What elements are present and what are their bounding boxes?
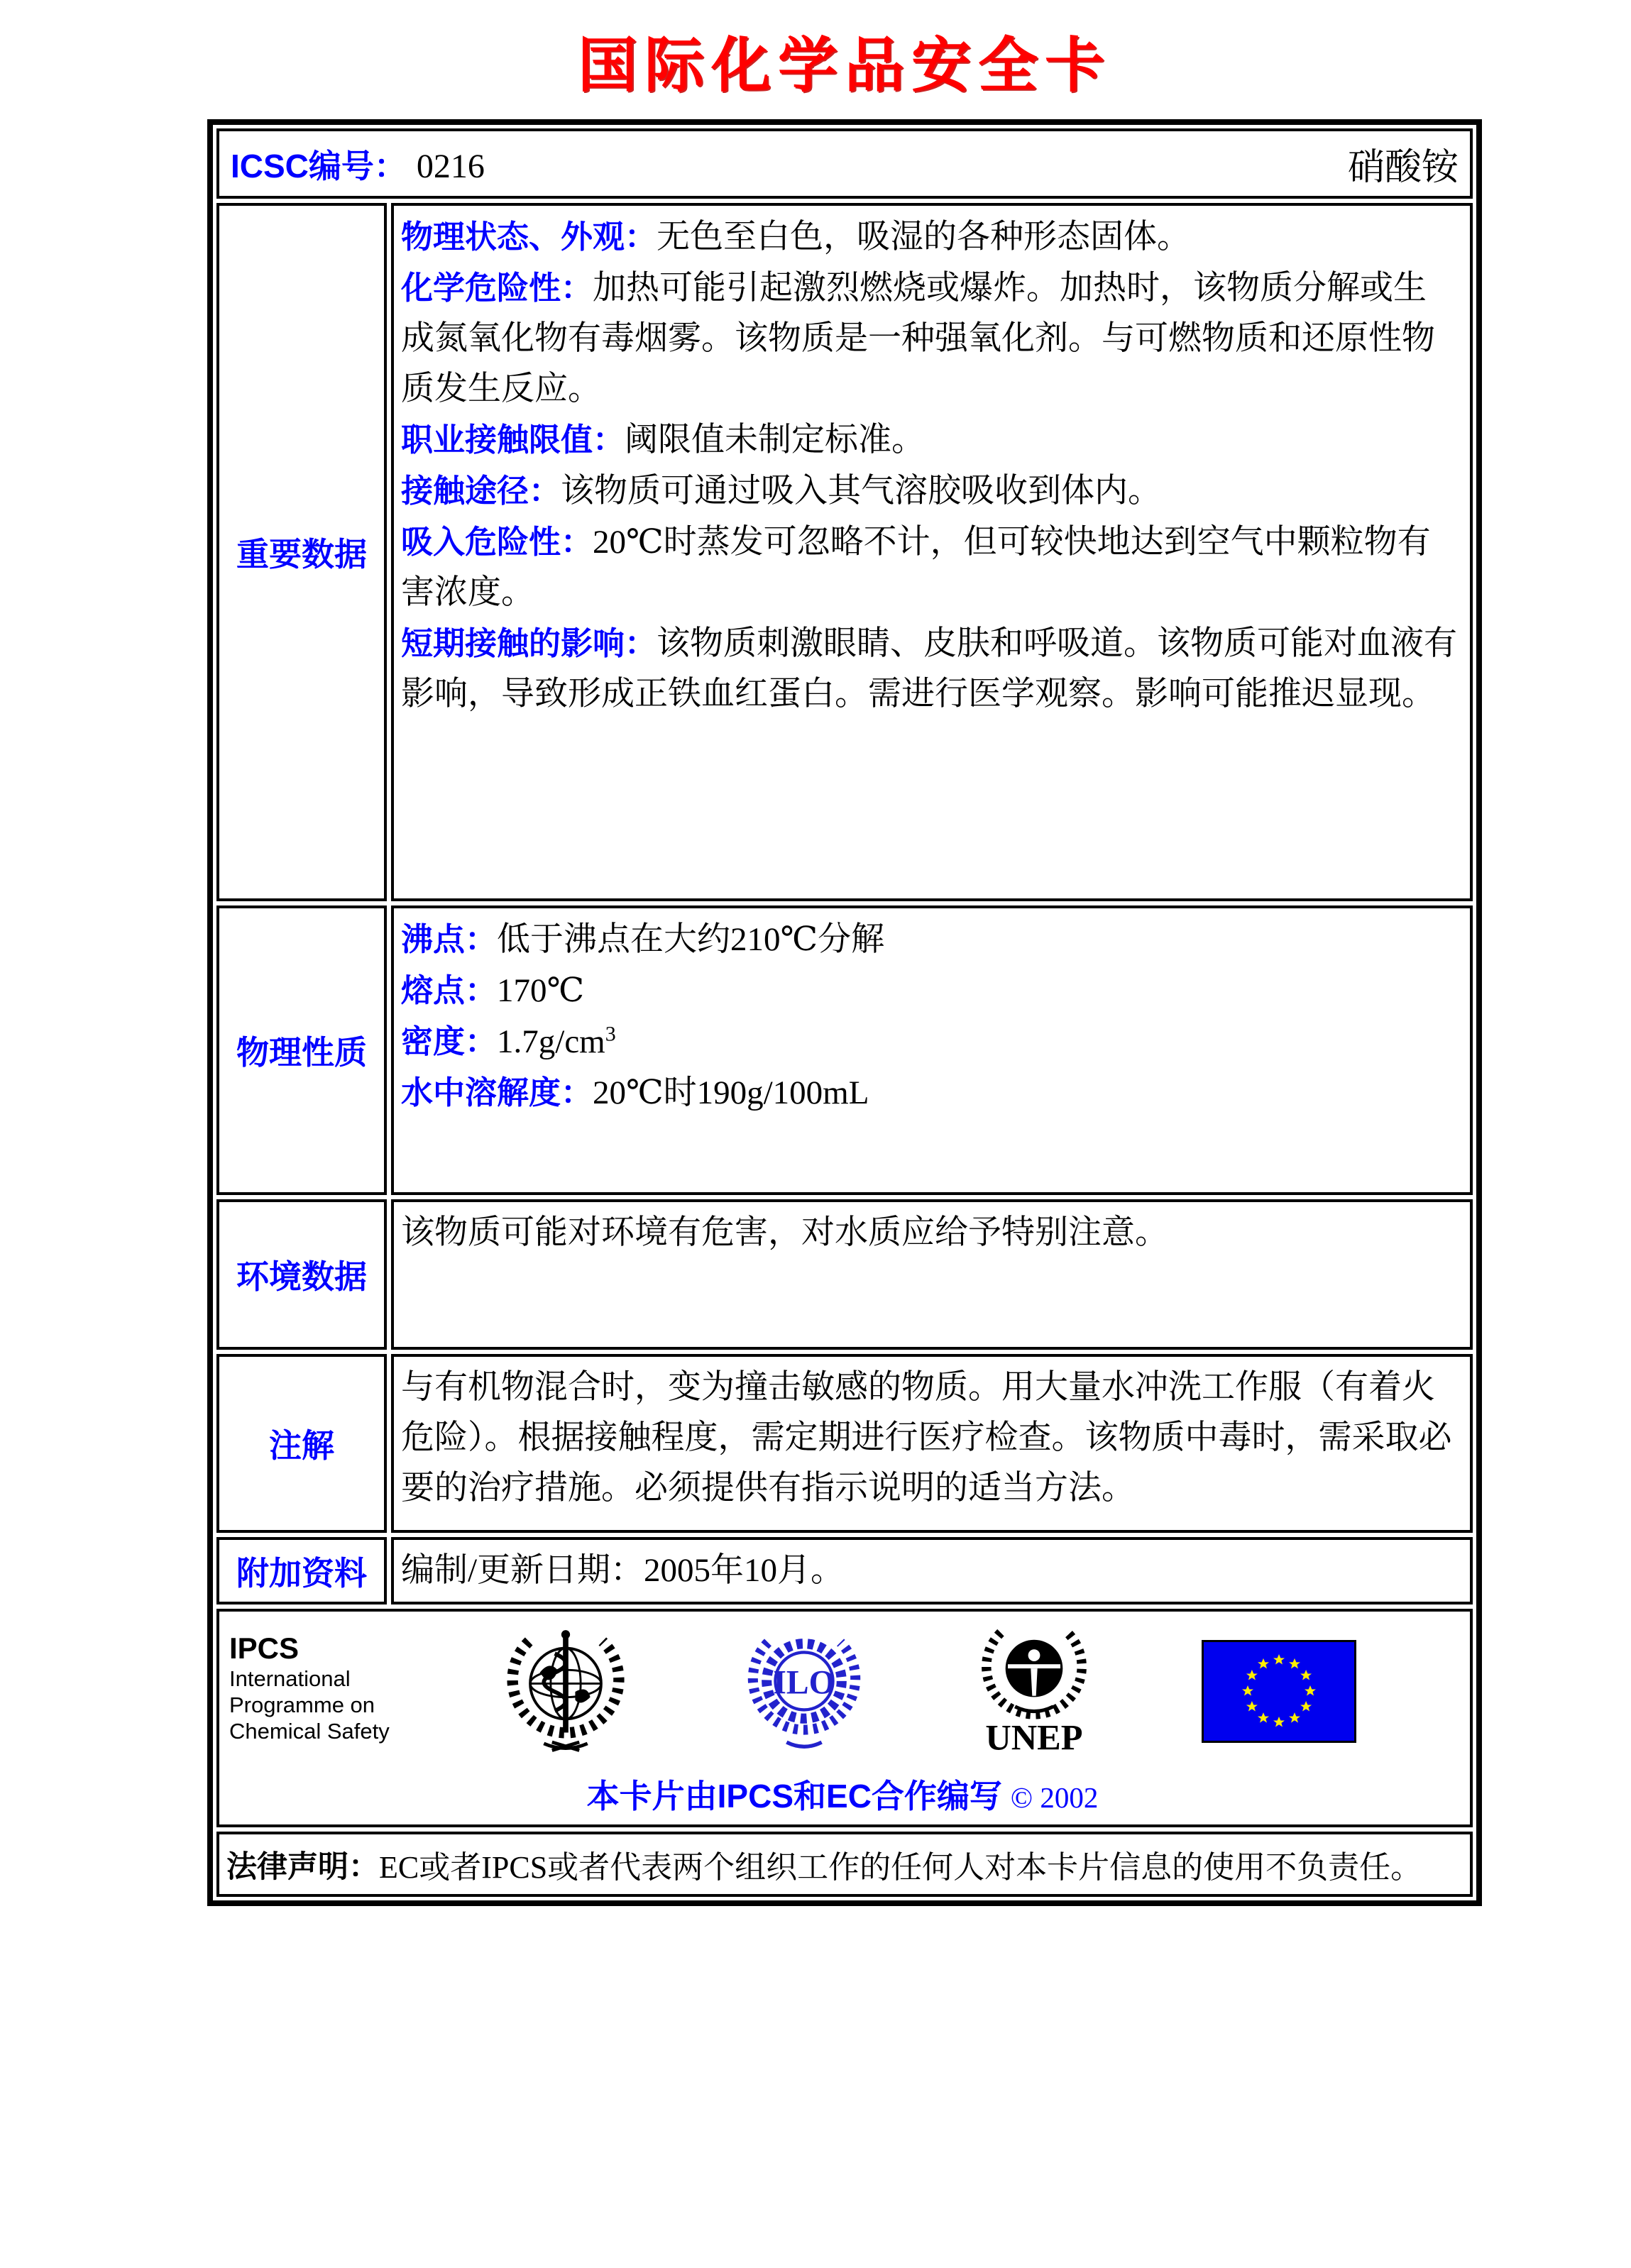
ipcs-text-block xyxy=(229,1622,390,1744)
page-title: 国际化学品安全卡 xyxy=(577,30,1111,100)
ipcs-subtitle-line: Chemical Safety xyxy=(229,1719,390,1744)
logos-strip xyxy=(229,1622,1456,1761)
section-label-environmental-data: 环境数据 xyxy=(216,1199,387,1350)
icsc-card-table xyxy=(207,119,1482,1906)
environmental-data-row xyxy=(216,1199,1473,1350)
data-item-physical-state: 物理状态、外观：无色至白色，吸湿的各种形态固体。 xyxy=(401,219,1191,255)
copyright-text: © 2002 xyxy=(1010,1781,1099,1814)
data-item-occupational-limit: 职业接触限值：阈限值未制定标准。 xyxy=(401,422,926,458)
section-label-notes: 注解 xyxy=(216,1354,387,1533)
caption-text: 本卡片由IPCS和EC合作编写 xyxy=(586,1778,1002,1815)
additional-info-text: 编制/更新日期：2005年10月。 xyxy=(401,1552,845,1589)
section-label-physical-properties: 物理性质 xyxy=(216,905,387,1195)
legal-text: EC或者IPCS或者代表两个组织工作的任何人对本卡片信息的使用不负责任。 xyxy=(379,1850,1422,1885)
svg-text:UNEP: UNEP xyxy=(985,1717,1083,1758)
data-item-boiling-point: 沸点：低于沸点在大约210℃分解 xyxy=(401,921,885,958)
who-logo-icon xyxy=(498,1618,634,1764)
cooperation-caption xyxy=(229,1771,1456,1817)
section-label-important-data: 重要数据 xyxy=(216,203,387,901)
unep-logo-icon xyxy=(974,1616,1094,1766)
data-item-exposure-route: 接触途径：该物质可通过吸入其气溶胶吸收到体内。 xyxy=(401,473,1162,510)
header-row xyxy=(216,128,1473,199)
legal-row xyxy=(216,1832,1473,1897)
environmental-data-text: 该物质可能对环境有危害，对水质应给予特别注意。 xyxy=(401,1214,1168,1251)
data-item-water-solubility: 水中溶解度：20℃时190g/100mL xyxy=(401,1074,869,1111)
data-item-density: 密度：$1.7g/cm^3$ xyxy=(401,1022,616,1060)
data-item-short-term-effects: 短期接触的影响：该物质刺激眼睛、皮肤和呼吸道。该物质可能对血液有影响，导致形成正铁血红蛋白。需进行医学观察。影响可能推迟显现。 xyxy=(401,625,1458,712)
legal-cell xyxy=(216,1832,1473,1897)
additional-info-row xyxy=(216,1537,1473,1604)
additional-info-content xyxy=(391,1537,1473,1604)
environmental-data-content xyxy=(391,1199,1473,1350)
logos-row xyxy=(216,1609,1473,1827)
notes-content xyxy=(391,1354,1473,1533)
chemical-name: 硝酸铵 xyxy=(1347,148,1459,188)
logos-cell xyxy=(216,1609,1473,1827)
ipcs-subtitle-line: International xyxy=(229,1666,351,1691)
density-superscript: 3 xyxy=(605,1022,616,1046)
notes-row xyxy=(216,1354,1473,1533)
notes-text: 与有机物混合时，变为撞击敏感的物质。用大量水冲洗工作服（有着火危险）。根据接触程度，需定期进行医疗检查。该物质中毒时，需采取必要的治疗措施。必须提供有指示说明的适当方法。 xyxy=(401,1369,1452,1507)
ilo-logo-icon xyxy=(742,1622,867,1760)
physical-properties-content xyxy=(391,905,1473,1195)
data-item-inhalation-risk: 吸入危险性：20℃时蒸发可忽略不计，但可较快地达到空气中颗粒物有害浓度。 xyxy=(401,524,1431,611)
icsc-number-label: ICSC编号： xyxy=(231,147,407,185)
svg-text:ILO: ILO xyxy=(773,1664,835,1702)
section-label-additional-info: 附加资料 xyxy=(216,1537,387,1604)
data-item-chemical-danger: 化学危险性：加热可能引起激烈燃烧或爆炸。加热时，该物质分解或生成氮氧化物有毒烟雾。该物质是一种强氧化剂。与可燃物质和还原性物质发生反应。 xyxy=(401,270,1435,407)
icsc-number-value: 0216 xyxy=(416,147,485,185)
important-data-content xyxy=(391,203,1473,901)
important-data-row xyxy=(216,203,1473,901)
icsc-number-group xyxy=(231,141,485,187)
header-cell xyxy=(216,128,1473,199)
physical-properties-row xyxy=(216,905,1473,1195)
legal-label: 法律声明： xyxy=(226,1849,379,1884)
ipcs-subtitle-line: Programme on xyxy=(229,1692,375,1717)
data-item-melting-point: 熔点：170℃ xyxy=(401,972,585,1009)
ipcs-title: IPCS xyxy=(229,1631,300,1665)
eu-flag-icon xyxy=(1202,1640,1356,1743)
